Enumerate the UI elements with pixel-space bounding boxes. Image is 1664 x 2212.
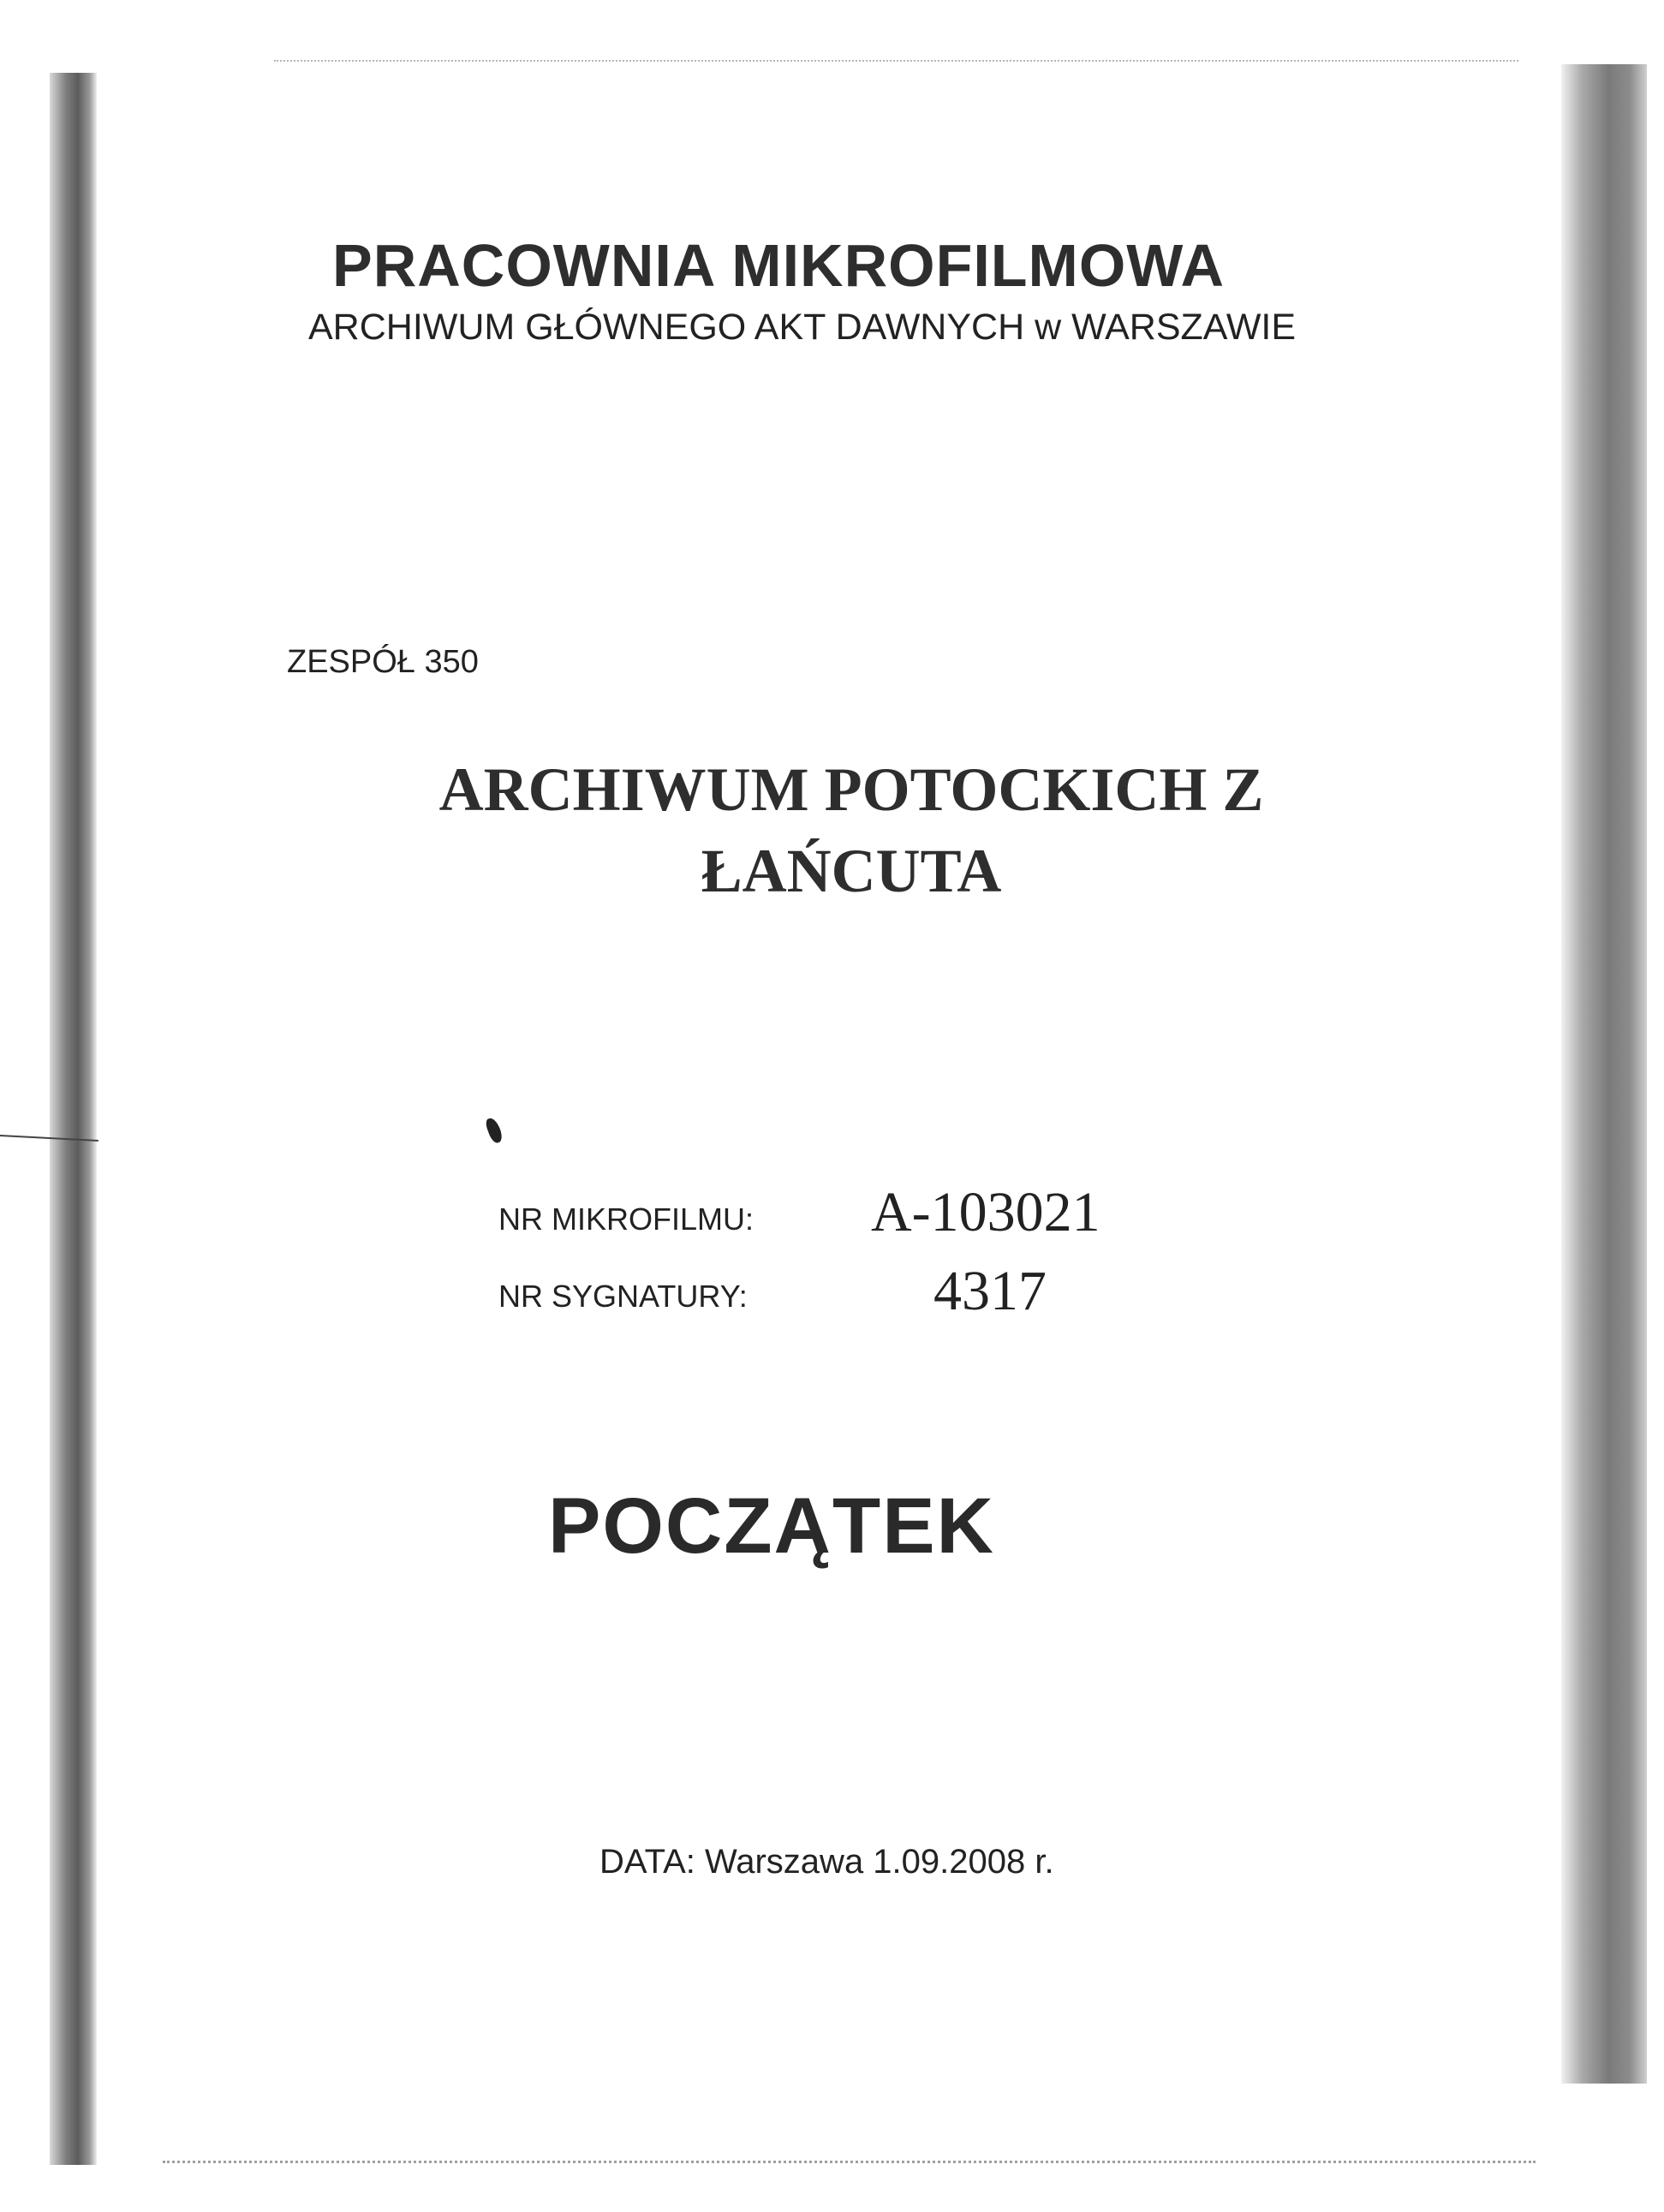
- lab-title: PRACOWNIA MIKROFILMOWA: [332, 232, 1226, 299]
- bottom-scan-noise: [163, 2161, 1536, 2168]
- collection-title-line-2: ŁAŃCUTA: [701, 837, 1002, 905]
- lab-subtitle: ARCHIWUM GŁÓWNEGO AKT DAWNYCH w WARSZAWIE: [308, 307, 1297, 348]
- collection-title: [0, 749, 1664, 912]
- microfilm-number-label: NR MIKROFILMU:: [498, 1201, 754, 1237]
- date-line: DATA: Warszawa 1.09.2008 r.: [599, 1843, 1054, 1881]
- signature-number-label: NR SYGNATURY:: [498, 1279, 748, 1314]
- collection-title-line-1: ARCHIWUM POTOCKICH Z: [438, 755, 1264, 824]
- top-scan-noise: [274, 60, 1518, 67]
- start-marker: POCZĄTEK: [548, 1482, 995, 1570]
- signature-number-value: 4317: [933, 1260, 1047, 1322]
- right-scan-edge: [1561, 64, 1647, 2084]
- ink-mark: [484, 1117, 504, 1145]
- microfilm-number-value: A-103021: [871, 1181, 1100, 1243]
- left-scan-edge: [50, 73, 97, 2165]
- fonds-number: ZESPÓŁ 350: [287, 644, 479, 680]
